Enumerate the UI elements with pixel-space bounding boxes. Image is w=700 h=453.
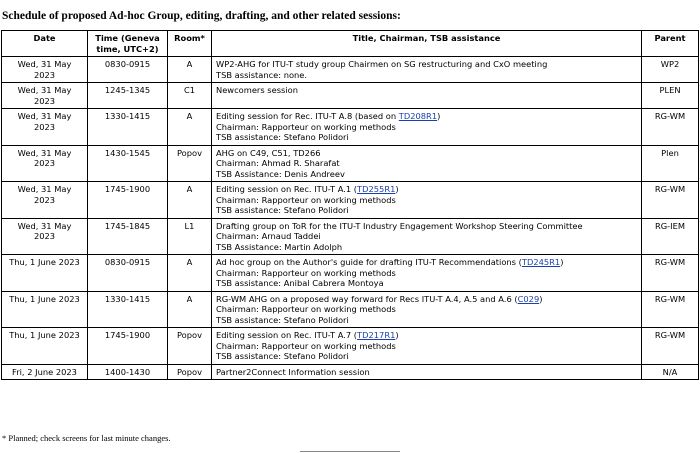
- column-header-time: [88, 31, 168, 57]
- title-line: [216, 169, 637, 180]
- cell-date: [2, 255, 88, 292]
- table-header-row: [2, 31, 699, 57]
- table-row: [2, 291, 699, 328]
- date-text: Wed, 31 May: [17, 111, 72, 121]
- title-line-text: TSB assistance: Stefano Polidori: [216, 314, 349, 325]
- cell-parent: Plen: [642, 145, 699, 182]
- cell-room: Popov: [168, 328, 212, 365]
- column-header-time-line2: time, UTC+2): [96, 43, 159, 54]
- title-line-text: Chairman: Ahmad R. Sharafat: [216, 158, 340, 168]
- date-text: Thu, 1 June 2023: [9, 257, 80, 267]
- title-line: [216, 367, 637, 378]
- title-line: [216, 205, 637, 216]
- title-line: [216, 278, 637, 289]
- cell-time: 1400-1430: [88, 364, 168, 380]
- table-row: [2, 145, 699, 182]
- title-line-text: Editing session on Rec. ITU-T A.1 (: [216, 184, 358, 194]
- title-line: [216, 70, 637, 81]
- cell-title: [212, 83, 642, 109]
- schedule-table: [1, 30, 699, 380]
- date-text: Wed, 31 May: [17, 147, 72, 158]
- title-line-suffix: ): [395, 330, 399, 340]
- title-line-text: TSB Assistance: Martin Adolph: [216, 241, 343, 252]
- document-link[interactable]: TD208R1: [398, 111, 438, 121]
- footnote: * Planned; check screens for last minute changes.: [2, 433, 171, 443]
- title-line-text: WP2-AHG for ITU-T study group Chairmen on SG restructuring and CxO meeting: [216, 59, 548, 69]
- cell-date: [2, 109, 88, 146]
- title-line: [216, 294, 637, 305]
- column-header-time-line1: Time (Geneva: [95, 33, 160, 43]
- cell-room: A: [168, 182, 212, 219]
- cell-room: A: [168, 109, 212, 146]
- cell-room: A: [168, 291, 212, 328]
- title-line: [216, 59, 637, 70]
- cell-parent: RG-IEM: [642, 218, 699, 255]
- cell-time: 1745-1845: [88, 218, 168, 255]
- title-line-text: Partner2Connect Information session: [216, 366, 370, 377]
- cell-time: 1745-1900: [88, 182, 168, 219]
- title-line-suffix: ): [560, 257, 564, 267]
- title-line: [216, 111, 637, 122]
- date-text: 2023: [33, 158, 56, 168]
- title-line-text: Chairman: Rapporteur on working methods: [216, 304, 396, 314]
- column-header-room: Room*: [168, 31, 212, 57]
- table-row: [2, 364, 699, 380]
- cell-time: 1430-1545: [88, 145, 168, 182]
- cell-parent: WP2: [642, 57, 699, 83]
- title-line-text: Chairman: Rapporteur on working methods: [216, 267, 396, 278]
- cell-title: [212, 255, 642, 292]
- cell-time: 1245-1345: [88, 83, 168, 109]
- table-row: [2, 182, 699, 219]
- date-text: 2023: [33, 69, 56, 80]
- title-line: [216, 221, 637, 232]
- title-line: [216, 341, 637, 352]
- title-line: [216, 242, 637, 253]
- title-line-text: Newcomers session: [216, 85, 299, 95]
- date-text: 2023: [33, 121, 56, 132]
- title-line-text: AHG on C49, C51, TD266: [216, 147, 321, 158]
- title-line: [216, 330, 637, 341]
- title-line: [216, 195, 637, 206]
- cell-room: A: [168, 255, 212, 292]
- cell-date: [2, 291, 88, 328]
- date-text: 2023: [33, 95, 56, 106]
- cell-date: [2, 57, 88, 83]
- date-text: 2023: [33, 231, 56, 241]
- cell-date: [2, 83, 88, 109]
- date-text: Wed, 31 May: [17, 85, 72, 95]
- cell-time: 0830-0915: [88, 57, 168, 83]
- cell-title: [212, 328, 642, 365]
- cell-title: [212, 291, 642, 328]
- cell-date: [2, 182, 88, 219]
- date-text: Wed, 31 May: [17, 220, 72, 231]
- title-line: [216, 268, 637, 279]
- cell-title: [212, 182, 642, 219]
- title-line: [216, 85, 637, 96]
- title-line-text: TSB assistance: Stefano Polidori: [216, 351, 349, 361]
- table-row: [2, 109, 699, 146]
- table-row: [2, 328, 699, 365]
- date-text: Wed, 31 May: [17, 59, 72, 69]
- cell-parent: RG-WM: [642, 182, 699, 219]
- cell-parent: N/A: [642, 364, 699, 380]
- column-header-parent: Parent: [642, 31, 699, 57]
- cell-room: L1: [168, 218, 212, 255]
- title-line-text: RG-WM AHG on a proposed way forward for Recs ITU-T A.4, A.5 and A.6 (: [216, 293, 518, 304]
- title-line-text: Chairman: Arnaud Taddei: [216, 231, 321, 241]
- table-row: [2, 255, 699, 292]
- date-text: Wed, 31 May: [17, 184, 72, 194]
- title-line: [216, 315, 637, 326]
- cell-room: Popov: [168, 145, 212, 182]
- title-line: [216, 148, 637, 159]
- title-line: [216, 231, 637, 242]
- cell-title: [212, 109, 642, 146]
- title-line-text: Chairman: Rapporteur on working methods: [216, 121, 396, 132]
- title-line: [216, 184, 637, 195]
- title-line-text: Drafting group on ToR for the ITU-T Industry Engagement Workshop Steering Committee: [216, 220, 583, 231]
- cell-date: [2, 328, 88, 365]
- title-line: [216, 304, 637, 315]
- date-text: Fri, 2 June 2023: [12, 366, 77, 377]
- footnote-separator: [300, 451, 400, 452]
- title-line: [216, 132, 637, 143]
- title-line-text: TSB assistance: Stefano Polidori: [216, 205, 349, 215]
- cell-room: Popov: [168, 364, 212, 380]
- title-line-text: TSB assistance: Stefano Polidori: [216, 132, 349, 142]
- table-row: [2, 57, 699, 83]
- table-row: [2, 83, 699, 109]
- title-line: [216, 351, 637, 362]
- table-row: [2, 218, 699, 255]
- cell-room: A: [168, 57, 212, 83]
- title-line-text: TSB assistance: none.: [216, 69, 308, 80]
- cell-time: 1330-1415: [88, 109, 168, 146]
- column-header-date: Date: [2, 31, 88, 57]
- column-header-title: Title, Chairman, TSB assistance: [212, 31, 642, 57]
- title-line-text: Editing session for Rec. ITU-T A.8 (based on: [216, 111, 399, 121]
- cell-parent: RG-WM: [642, 109, 699, 146]
- title-line: [216, 257, 637, 268]
- title-line-text: Chairman: Rapporteur on working methods: [216, 340, 396, 351]
- title-line: [216, 158, 637, 169]
- cell-parent: PLEN: [642, 83, 699, 109]
- document-link[interactable]: TD255R1: [357, 184, 396, 194]
- date-text: Thu, 1 June 2023: [9, 330, 80, 340]
- cell-parent: RG-WM: [642, 255, 699, 292]
- title-line-text: Chairman: Rapporteur on working methods: [216, 194, 396, 205]
- cell-title: [212, 145, 642, 182]
- cell-date: [2, 145, 88, 182]
- cell-title: [212, 364, 642, 380]
- title-line-suffix: ): [395, 184, 399, 194]
- cell-parent: RG-WM: [642, 291, 699, 328]
- page-title: Schedule of proposed Ad-hoc Group, editing, drafting, and other related sessions:: [2, 10, 401, 22]
- title-line-suffix: ): [539, 293, 543, 304]
- document-link[interactable]: TD217R1: [357, 330, 396, 340]
- title-line: [216, 122, 637, 133]
- cell-room: C1: [168, 83, 212, 109]
- cell-time: 1745-1900: [88, 328, 168, 365]
- cell-title: [212, 57, 642, 83]
- title-line-text: TSB assistance: Anibal Cabrera Montoya: [216, 278, 384, 288]
- title-line-text: Editing session on Rec. ITU-T A.7 (: [216, 330, 358, 340]
- cell-date: [2, 364, 88, 380]
- cell-date: [2, 218, 88, 255]
- title-line-text: Ad hoc group on the Author's guide for drafting ITU-T Recommendations (: [216, 257, 522, 267]
- document-link[interactable]: TD245R1: [521, 257, 561, 267]
- date-text: 2023: [33, 194, 56, 205]
- cell-title: [212, 218, 642, 255]
- document-link[interactable]: C029: [517, 293, 540, 304]
- cell-time: 1330-1415: [88, 291, 168, 328]
- cell-time: 0830-0915: [88, 255, 168, 292]
- schedule-body: [2, 57, 699, 380]
- cell-parent: RG-WM: [642, 328, 699, 365]
- title-line-text: TSB Assistance: Denis Andreev: [216, 168, 345, 179]
- date-text: Thu, 1 June 2023: [9, 293, 80, 304]
- title-line-suffix: ): [437, 111, 441, 121]
